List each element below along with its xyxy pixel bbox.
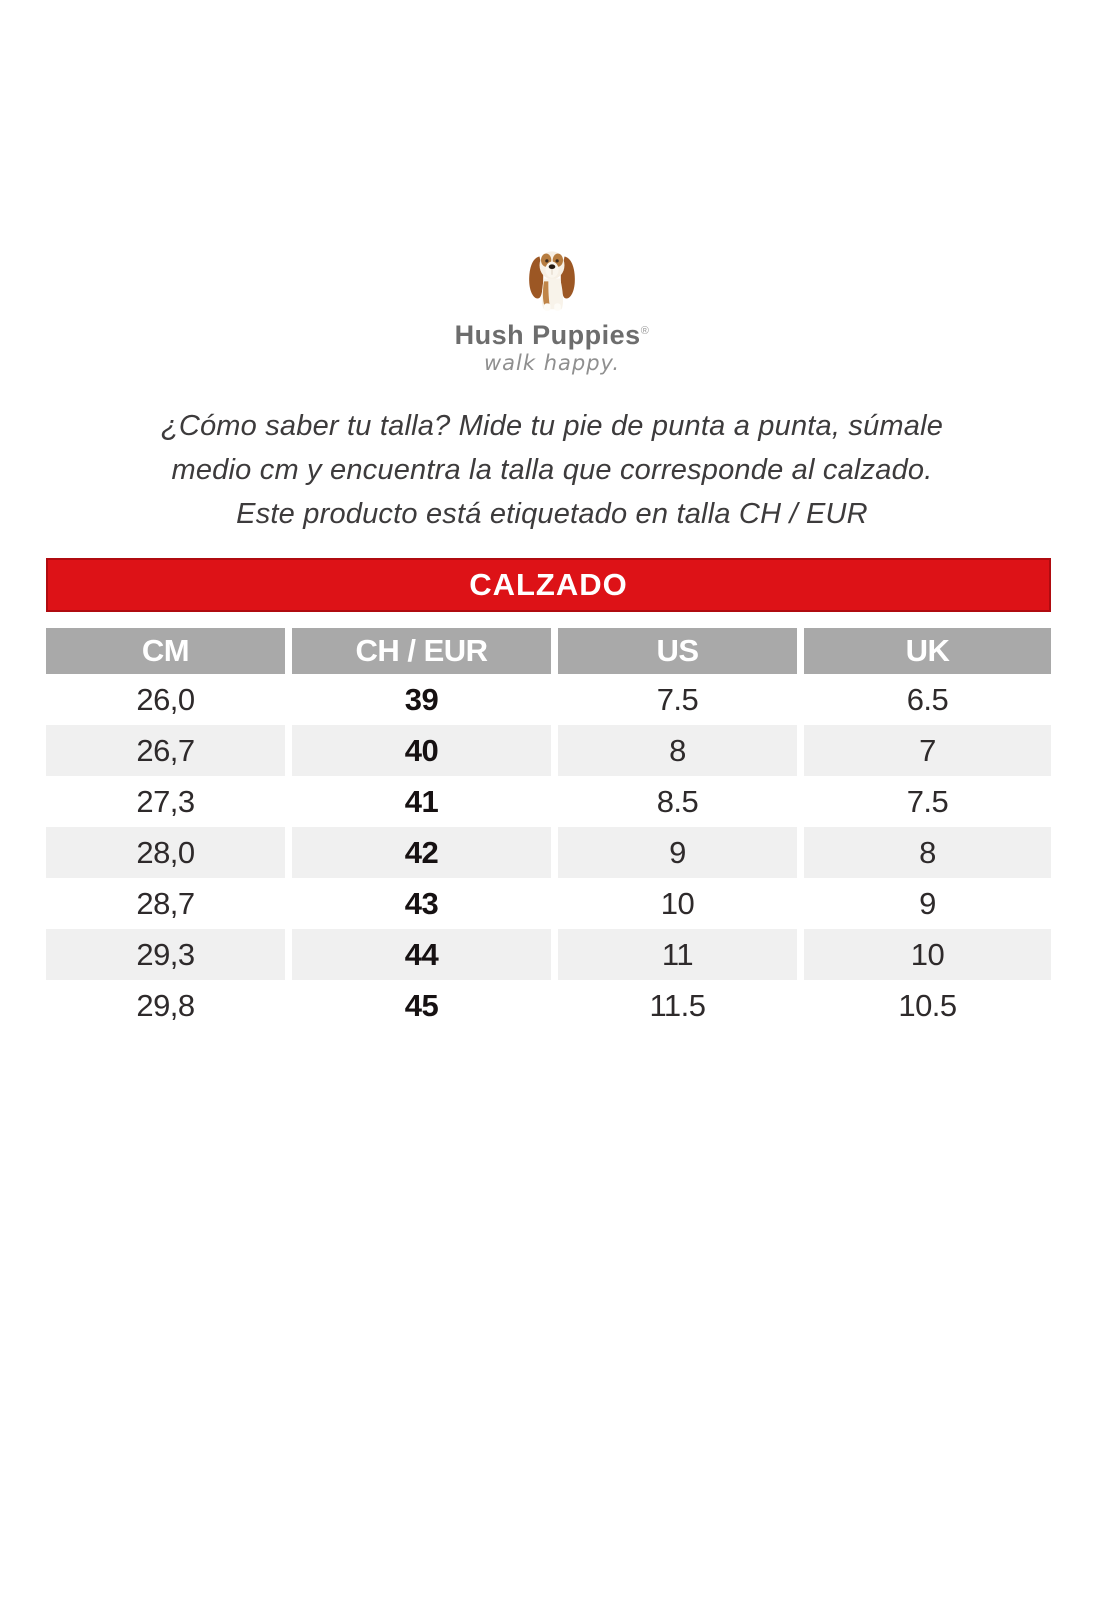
cell-cm: 29,3	[46, 929, 285, 980]
cell-ch-eur: 43	[404, 885, 439, 921]
table-row	[46, 980, 1051, 1031]
cell-cm: 29,8	[136, 987, 195, 1023]
sizing-instructions	[50, 404, 1054, 536]
table-row	[46, 776, 1051, 827]
table-header-row	[46, 628, 1051, 674]
cell-uk: 9	[919, 885, 936, 921]
basset-hound-icon	[519, 240, 585, 314]
instructions-line-3: Este producto está etiquetado en talla CH / EUR	[236, 498, 868, 530]
column-header-cm: CM	[46, 628, 285, 674]
cell-cm: 26,0	[136, 681, 195, 717]
cell-cm: 28,0	[46, 827, 285, 878]
cell-us: 11	[558, 929, 797, 980]
table-row	[46, 929, 1051, 980]
cell-us: 11.5	[649, 987, 706, 1023]
cell-ch-eur: 39	[404, 681, 439, 717]
cell-ch-eur: 44	[292, 929, 551, 980]
brand-logo	[0, 240, 1104, 375]
cell-cm: 27,3	[136, 783, 195, 819]
cell-cm: 28,7	[136, 885, 195, 921]
table-title: CALZADO	[469, 567, 628, 602]
cell-ch-eur: 41	[404, 783, 439, 819]
brand-name	[0, 316, 1104, 350]
instructions-line-1: ¿Cómo saber tu talla? Mide tu pie de punta a punta, súmale	[160, 410, 944, 442]
cell-cm: 26,7	[46, 725, 285, 776]
table-row	[46, 827, 1051, 878]
brand-tagline: walk happy.	[483, 351, 621, 375]
cell-ch-eur: 40	[292, 725, 551, 776]
cell-us: 8.5	[656, 783, 699, 819]
cell-us: 7.5	[656, 681, 699, 717]
cell-uk: 7.5	[906, 783, 949, 819]
column-header-us: US	[558, 628, 797, 674]
column-header-ch-eur: CH / EUR	[292, 628, 551, 674]
brand-name-text: Hush Puppies	[454, 320, 641, 350]
cell-uk: 6.5	[906, 681, 949, 717]
cell-us: 10	[660, 885, 695, 921]
registered-mark: ®	[640, 325, 650, 337]
cell-ch-eur: 45	[404, 987, 439, 1023]
cell-uk: 10	[804, 929, 1051, 980]
cell-us: 8	[558, 725, 797, 776]
cell-uk: 10.5	[898, 987, 957, 1023]
table-row	[46, 725, 1051, 776]
size-chart	[46, 558, 1051, 1031]
table-row	[46, 878, 1051, 929]
cell-us: 9	[558, 827, 797, 878]
cell-uk: 7	[804, 725, 1051, 776]
cell-uk: 8	[804, 827, 1051, 878]
instructions-line-2: medio cm y encuentra la talla que corresponde al calzado.	[171, 454, 933, 486]
cell-ch-eur: 42	[292, 827, 551, 878]
table-title-bar	[46, 558, 1051, 612]
table-row	[46, 674, 1051, 725]
column-header-uk: UK	[804, 628, 1051, 674]
